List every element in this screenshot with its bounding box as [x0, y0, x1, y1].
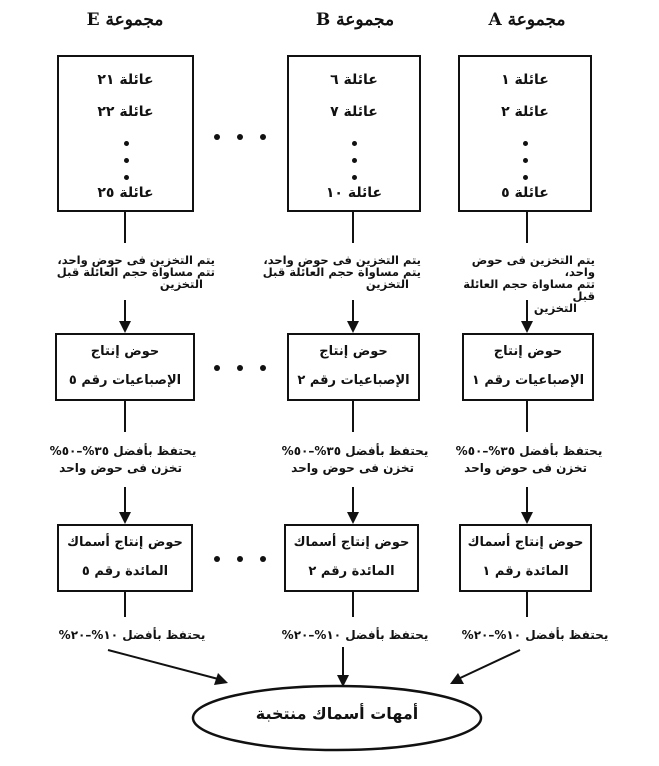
table-fish-tank-group-a — [459, 524, 592, 592]
family-label: عائلة ٢٢ — [97, 104, 154, 120]
fingerling-note-group-a — [455, 443, 603, 477]
horizontal-ellipsis-dot — [237, 365, 243, 371]
family-box-group-b — [287, 55, 421, 212]
tank-label: حوض إنتاج أسماك — [467, 535, 584, 550]
tank-label: حوض إنتاج أسماك — [67, 535, 183, 550]
storage-note-group-b — [255, 254, 421, 290]
table-fish-tank-group-b — [284, 524, 419, 592]
note-line: التخزين — [365, 277, 409, 291]
fingerling-tank-group-a — [462, 333, 594, 401]
note-line: التخزين — [533, 301, 577, 315]
tank-label: حوض إنتاج — [493, 344, 563, 359]
table-fish-tank-group-e — [57, 524, 193, 592]
tank-label: المائدة رقم ٢ — [308, 564, 395, 579]
family-label: عائلة ٦ — [330, 72, 378, 88]
note-line: التخزين — [159, 277, 203, 291]
tank-label: الإصباعيات رقم ٥ — [68, 373, 182, 388]
note-line: تخزن فى حوض واحد — [291, 461, 414, 475]
horizontal-ellipsis-dot — [260, 134, 266, 140]
family-label: عائلة ١٠ — [325, 185, 383, 201]
note-line: تتم مساواة حجم العائلة قبل — [463, 277, 595, 303]
ellipsis-dot — [352, 141, 357, 146]
family-box-group-e — [57, 55, 194, 212]
tank-label: الإصباعيات رقم ١ — [471, 373, 585, 388]
horizontal-ellipsis-dot — [214, 134, 220, 140]
fish-note-group-e: يحتفظ بأفضل ١٠%–٢٠% — [58, 628, 206, 642]
horizontal-ellipsis-dot — [237, 556, 243, 562]
storage-note-group-a — [440, 254, 595, 314]
ellipsis-dot — [352, 158, 357, 163]
note-line: تخزن فى حوض واحد — [464, 461, 587, 475]
group-e-title: مجموعة E — [86, 10, 164, 30]
note-line: تتم مساواة حجم العائلة قبل — [56, 265, 215, 279]
family-label: عائلة ٥ — [501, 185, 549, 201]
tank-label: المائدة رقم ١ — [482, 564, 569, 579]
family-label: عائلة ٧ — [330, 104, 378, 120]
ellipsis-dot — [124, 158, 129, 163]
fingerling-tank-group-b — [287, 333, 420, 401]
horizontal-ellipsis-dot — [214, 556, 220, 562]
storage-note-group-e — [50, 254, 215, 290]
group-a-title: مجموعة A — [488, 10, 566, 30]
note-line: يحتفظ بأفضل ٣٥%–٥٠% — [455, 444, 603, 458]
family-label: عائلة ٢ — [501, 104, 549, 120]
note-line: يتم التخزين فى حوض واحد، — [471, 253, 595, 279]
note-line: يحتفظ بأفضل ٣٥%–٥٠% — [281, 444, 429, 458]
note-line: يتم التخزين فى حوض واحد، — [57, 253, 215, 267]
tank-label: المائدة رقم ٥ — [81, 564, 169, 579]
fingerling-note-group-e — [48, 443, 198, 477]
group-b-title: مجموعة B — [315, 10, 395, 30]
note-line: يحتفظ بأفضل ٣٥%–٥٠% — [49, 444, 197, 458]
horizontal-ellipsis-dot — [260, 556, 266, 562]
family-label: عائلة ٢٥ — [97, 185, 154, 201]
tank-label: حوض إنتاج أسماك — [293, 535, 410, 550]
selected-broodstock-label: أمهات أسماك منتخبة — [255, 704, 419, 723]
fingerling-tank-group-e — [55, 333, 195, 401]
ellipsis-dot — [124, 175, 129, 180]
note-line: تخزن فى حوض واحد — [59, 461, 182, 475]
tank-label: حوض إنتاج — [319, 344, 388, 359]
ellipsis-dot — [523, 158, 528, 163]
family-label: عائلة ١ — [501, 72, 549, 88]
tank-label: حوض إنتاج — [90, 344, 160, 359]
horizontal-ellipsis-dot — [214, 365, 220, 371]
ellipsis-dot — [352, 175, 357, 180]
horizontal-ellipsis-dot — [237, 134, 243, 140]
fish-note-group-b: يحتفظ بأفضل ١٠%–٢٠% — [281, 628, 429, 642]
fish-note-group-a: يحتفظ بأفضل ١٠%–٢٠% — [461, 628, 609, 642]
ellipsis-dot — [523, 141, 528, 146]
ellipsis-dot — [124, 141, 129, 146]
horizontal-ellipsis-dot — [260, 365, 266, 371]
ellipsis-dot — [523, 175, 528, 180]
tank-label: الإصباعيات رقم ٢ — [297, 373, 410, 388]
note-line: يتم التخزين فى حوض واحد، — [263, 253, 421, 267]
fingerling-note-group-b — [280, 443, 430, 477]
family-label: عائلة ٢١ — [97, 72, 154, 88]
family-box-group-a — [458, 55, 592, 212]
note-line: يتم مساواة حجم العائلة قبل — [262, 265, 421, 279]
